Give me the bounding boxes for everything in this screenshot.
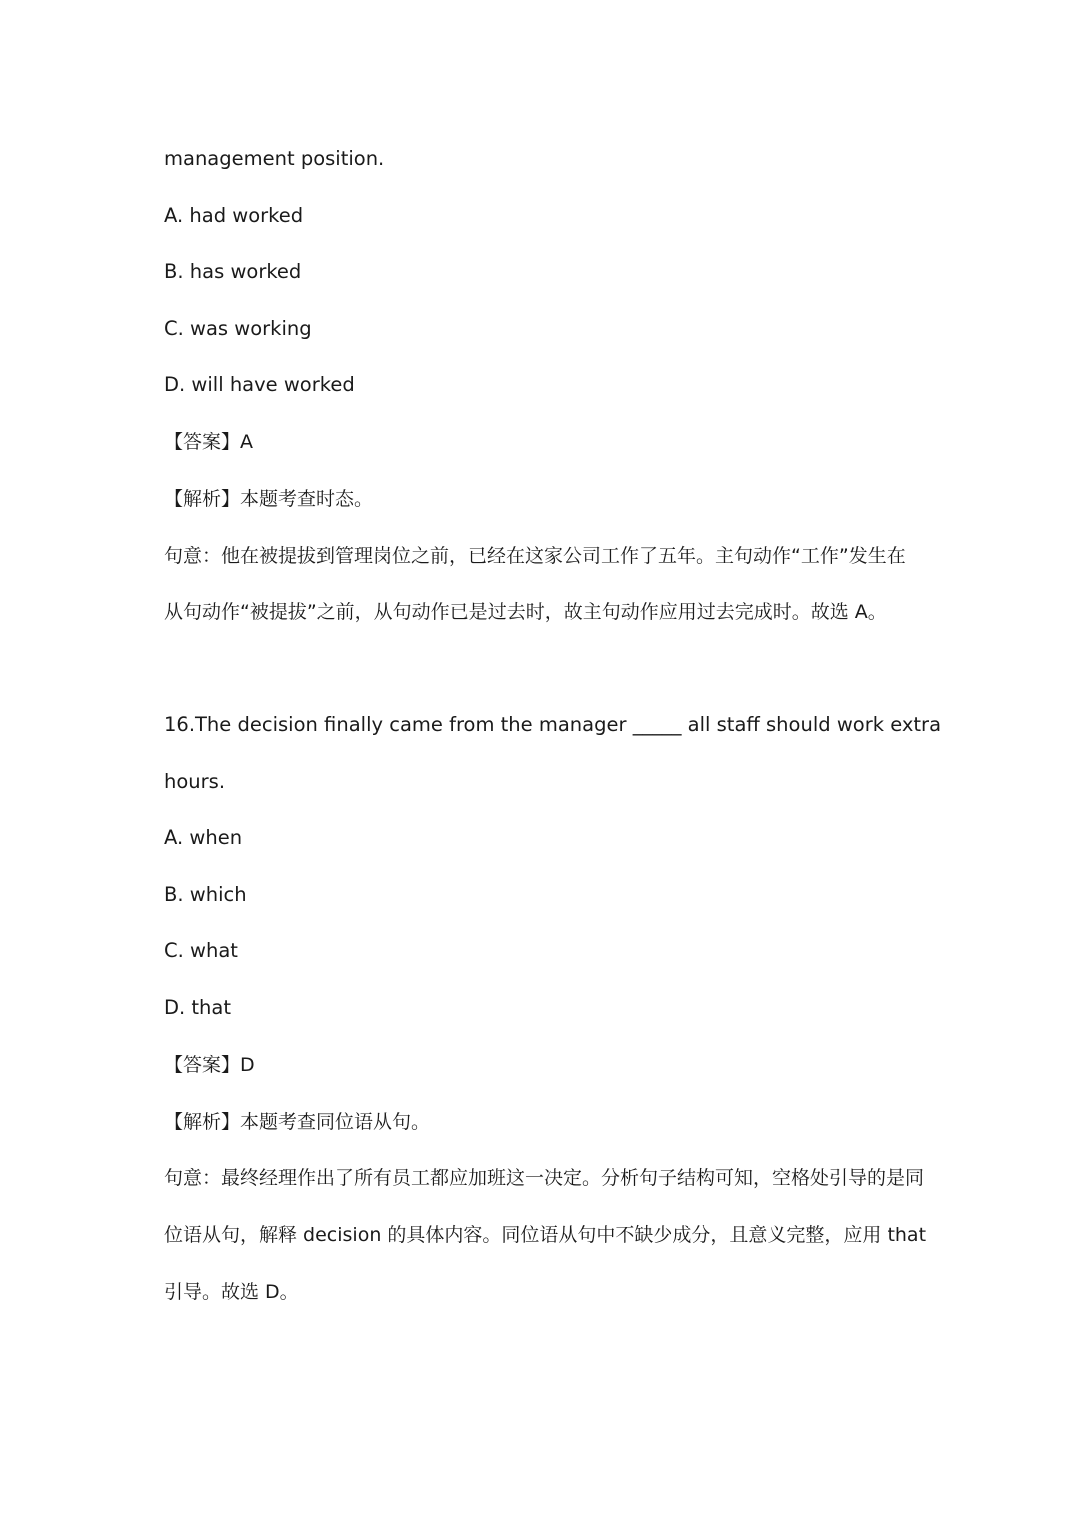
q16-analysis-line-3: 引导。故选 D。 — [164, 1281, 299, 1303]
q16-option-c: C. what — [164, 939, 238, 962]
q16-analysis-line-1: 句意：最终经理作出了所有员工都应加班这一决定。分析句子结构可知，空格处引导的是同 — [164, 1167, 925, 1189]
q16-analysis-title: 【解析】本题考查同位语从句。 — [164, 1111, 431, 1133]
q15-stem-tail: management position. — [164, 147, 385, 170]
q16-option-b: B. which — [164, 883, 247, 906]
q15-option-b: B. has worked — [164, 260, 302, 283]
q16-option-d: D. that — [164, 996, 232, 1019]
q16-analysis-line-2: 位语从句，解释 decision 的具体内容。同位语从句中不缺少成分，且意义完整，应用 that — [164, 1224, 927, 1246]
q15-option-c: C. was working — [164, 317, 312, 340]
q15-analysis-line-1: 句意：他在被提拔到管理岗位之前，已经在这家公司工作了五年。主句动作“工作”发生在 — [164, 545, 906, 567]
q16-stem-line-2: hours. — [164, 770, 226, 793]
q15-analysis-line-2: 从句动作“被提拔”之前，从句动作已是过去时，故主句动作应用过去完成时。故选 A。 — [164, 601, 887, 623]
q16-stem-line-1: 16.The decision finally came from the manager _____ all staff should work extra — [164, 713, 942, 736]
q16-answer: 【答案】D — [164, 1054, 255, 1076]
q15-option-a: A. had worked — [164, 204, 304, 227]
q15-analysis-title: 【解析】本题考查时态。 — [164, 488, 374, 510]
q16-option-a: A. when — [164, 826, 243, 849]
q15-answer: 【答案】A — [164, 431, 253, 453]
q15-option-d: D. will have worked — [164, 373, 355, 396]
